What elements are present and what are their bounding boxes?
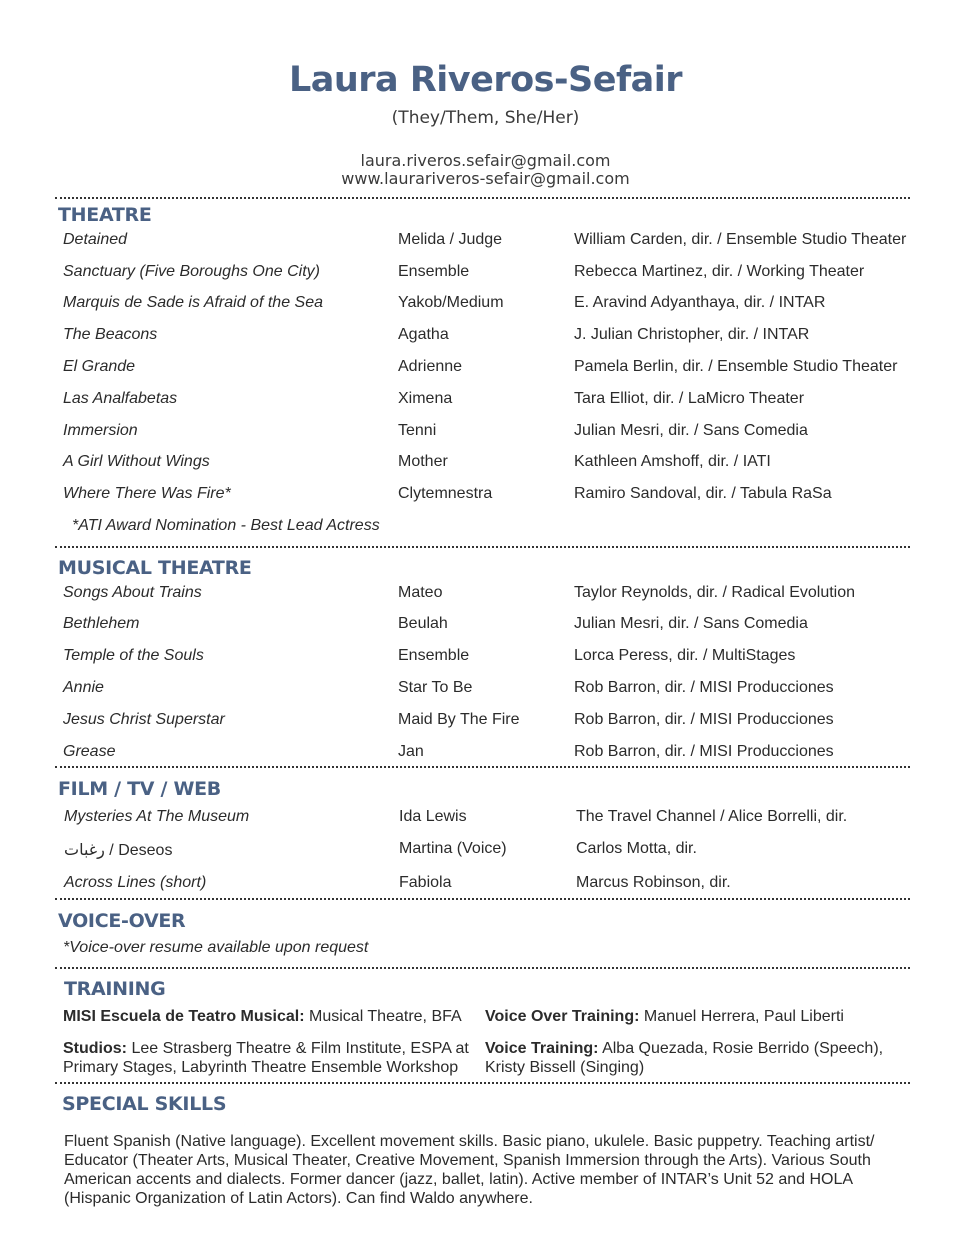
work-title: رغبات / Deseos bbox=[64, 842, 173, 859]
credit: Ramiro Sandoval, dir. / Tabula RaSa bbox=[574, 485, 832, 502]
work-title: A Girl Without Wings bbox=[63, 453, 210, 470]
table-row bbox=[0, 326, 971, 348]
work-title: Songs About Trains bbox=[63, 584, 202, 601]
work-title: El Grande bbox=[63, 358, 136, 375]
work-title: Annie bbox=[63, 679, 104, 696]
credit: Rob Barron, dir. / MISI Producciones bbox=[574, 679, 834, 696]
award-nomination-note: *ATI Award Nomination - Best Lead Actress bbox=[72, 517, 380, 534]
special-skills-section-title: SPECIAL SKILLS bbox=[62, 1093, 227, 1115]
table-row bbox=[0, 679, 971, 701]
table-row bbox=[0, 294, 971, 316]
role: Agatha bbox=[398, 326, 449, 343]
email-address: laura.riveros.sefair@gmail.com bbox=[360, 151, 611, 170]
section-divider bbox=[55, 967, 910, 969]
credit: William Carden, dir. / Ensemble Studio Theater bbox=[574, 231, 907, 248]
pronouns: (They/Them, She/Her) bbox=[391, 108, 580, 128]
credit: Rebecca Martinez, dir. / Working Theater bbox=[574, 263, 865, 280]
table-row bbox=[0, 390, 971, 412]
table-row bbox=[0, 743, 971, 765]
role: Mateo bbox=[398, 584, 443, 601]
section-divider bbox=[55, 197, 910, 199]
role: Ensemble bbox=[398, 647, 470, 664]
role: Jan bbox=[398, 743, 424, 760]
theatre-section-title: THEATRE bbox=[58, 204, 152, 226]
work-title: Across Lines (short) bbox=[64, 874, 207, 891]
credit: J. Julian Christopher, dir. / INTAR bbox=[574, 326, 810, 343]
work-title: Marquis de Sade is Afraid of the Sea bbox=[63, 294, 323, 311]
table-row bbox=[0, 485, 971, 507]
role: Martina (Voice) bbox=[399, 840, 507, 857]
section-divider bbox=[55, 1082, 910, 1084]
work-title: Grease bbox=[63, 743, 116, 760]
section-divider bbox=[55, 766, 910, 768]
work-title: Jesus Christ Superstar bbox=[63, 711, 225, 728]
role: Maid By The Fire bbox=[398, 711, 520, 728]
work-title: Where There Was Fire* bbox=[63, 485, 231, 502]
role: Ida Lewis bbox=[399, 808, 467, 825]
role: Adrienne bbox=[398, 358, 463, 375]
credit: Tara Elliot, dir. / LaMicro Theater bbox=[574, 390, 805, 407]
role: Star To Be bbox=[398, 679, 473, 696]
table-row bbox=[0, 358, 971, 380]
table-row bbox=[0, 808, 971, 830]
table-row bbox=[0, 453, 971, 475]
special-skills-text: Fluent Spanish (Native language). Excellent movement skills. Basic piano, ukulele. Basic puppetry. Teaching artist/ Educator (Theater Arts, Musical Theater, Creative Movement, Spanish Immersion through the Arts). Various South American accents and dialects. Former dancer (jazz, ballet, latin). Active member of INTAR’s Unit 52 and HOLA (Hispanic Organization of Latin Actors). Can find Waldo anywhere. bbox=[64, 1133, 875, 1207]
credit: Julian Mesri, dir. / Sans Comedia bbox=[574, 615, 808, 632]
work-title: Sanctuary (Five Boroughs One City) bbox=[63, 263, 320, 280]
table-row bbox=[0, 584, 971, 606]
credit: Lorca Peress, dir. / MultiStages bbox=[574, 647, 796, 664]
work-title: The Beacons bbox=[63, 326, 158, 343]
training-studios bbox=[63, 1039, 475, 1077]
table-row bbox=[0, 231, 971, 253]
work-title: Bethlehem bbox=[63, 615, 140, 632]
credit: Rob Barron, dir. / MISI Producciones bbox=[574, 711, 834, 728]
training-value: Musical Theatre, BFA bbox=[309, 1008, 462, 1025]
credit: Taylor Reynolds, dir. / Radical Evolution bbox=[574, 584, 856, 601]
table-row bbox=[0, 647, 971, 669]
role: Clytemnestra bbox=[398, 485, 493, 502]
training-section-title: TRAINING bbox=[64, 978, 166, 1000]
table-row bbox=[0, 422, 971, 444]
role: Fabiola bbox=[399, 874, 452, 891]
work-title: Mysteries At The Museum bbox=[64, 808, 250, 825]
credit: E. Aravind Adyanthaya, dir. / INTAR bbox=[574, 294, 826, 311]
website-address: www.laurariveros-sefair@gmail.com bbox=[341, 169, 630, 188]
training-voice bbox=[485, 1039, 905, 1077]
credit: Julian Mesri, dir. / Sans Comedia bbox=[574, 422, 808, 439]
table-row bbox=[0, 840, 971, 862]
role: Beulah bbox=[398, 615, 448, 632]
training-label: Voice Training: bbox=[485, 1040, 599, 1057]
training-misi bbox=[63, 1007, 473, 1026]
training-value: Manuel Herrera, Paul Liberti bbox=[643, 1008, 844, 1025]
training-label: Voice Over Training: bbox=[485, 1008, 640, 1025]
training-voice-over bbox=[485, 1007, 905, 1026]
credit: The Travel Channel / Alice Borrelli, dir. bbox=[576, 808, 848, 825]
credit: Carlos Motta, dir. bbox=[576, 840, 697, 857]
voice-over-section-title: VOICE-OVER bbox=[58, 910, 186, 932]
role: Tenni bbox=[398, 422, 437, 439]
work-title: Las Analfabetas bbox=[63, 390, 178, 407]
table-row bbox=[0, 874, 971, 896]
table-row bbox=[0, 263, 971, 285]
musical-theatre-section-title: MUSICAL THEATRE bbox=[58, 557, 252, 579]
role: Melida / Judge bbox=[398, 231, 503, 248]
work-title: Immersion bbox=[63, 422, 138, 439]
voice-over-note: *Voice-over resume available upon request bbox=[63, 939, 369, 956]
training-label: MISI Escuela de Teatro Musical: bbox=[63, 1008, 305, 1025]
section-divider bbox=[55, 546, 910, 548]
work-title: Detained bbox=[63, 231, 128, 248]
table-row bbox=[0, 711, 971, 733]
credit: Rob Barron, dir. / MISI Producciones bbox=[574, 743, 834, 760]
credit: Kathleen Amshoff, dir. / IATI bbox=[574, 453, 771, 470]
role: Ximena bbox=[398, 390, 453, 407]
training-value: Lee Strasberg Theatre & Film Institute, ESPA at Primary Stages, Labyrinth Theatre Ensemble Workshop bbox=[63, 1040, 469, 1076]
credit: Pamela Berlin, dir. / Ensemble Studio Theater bbox=[574, 358, 898, 375]
role: Mother bbox=[398, 453, 448, 470]
resume-name: Laura Riveros-Sefair bbox=[288, 60, 683, 100]
section-divider bbox=[55, 898, 910, 900]
work-title: Temple of the Souls bbox=[63, 647, 204, 664]
role: Yakob/Medium bbox=[398, 294, 504, 311]
credit: Marcus Robinson, dir. bbox=[576, 874, 731, 891]
training-label: Studios: bbox=[63, 1040, 127, 1057]
training-value: Alba Quezada, Rosie Berrido (Speech), Kristy Bissell (Singing) bbox=[485, 1040, 884, 1076]
role: Ensemble bbox=[398, 263, 470, 280]
film-tv-web-section-title: FILM / TV / WEB bbox=[58, 778, 221, 800]
table-row bbox=[0, 615, 971, 637]
